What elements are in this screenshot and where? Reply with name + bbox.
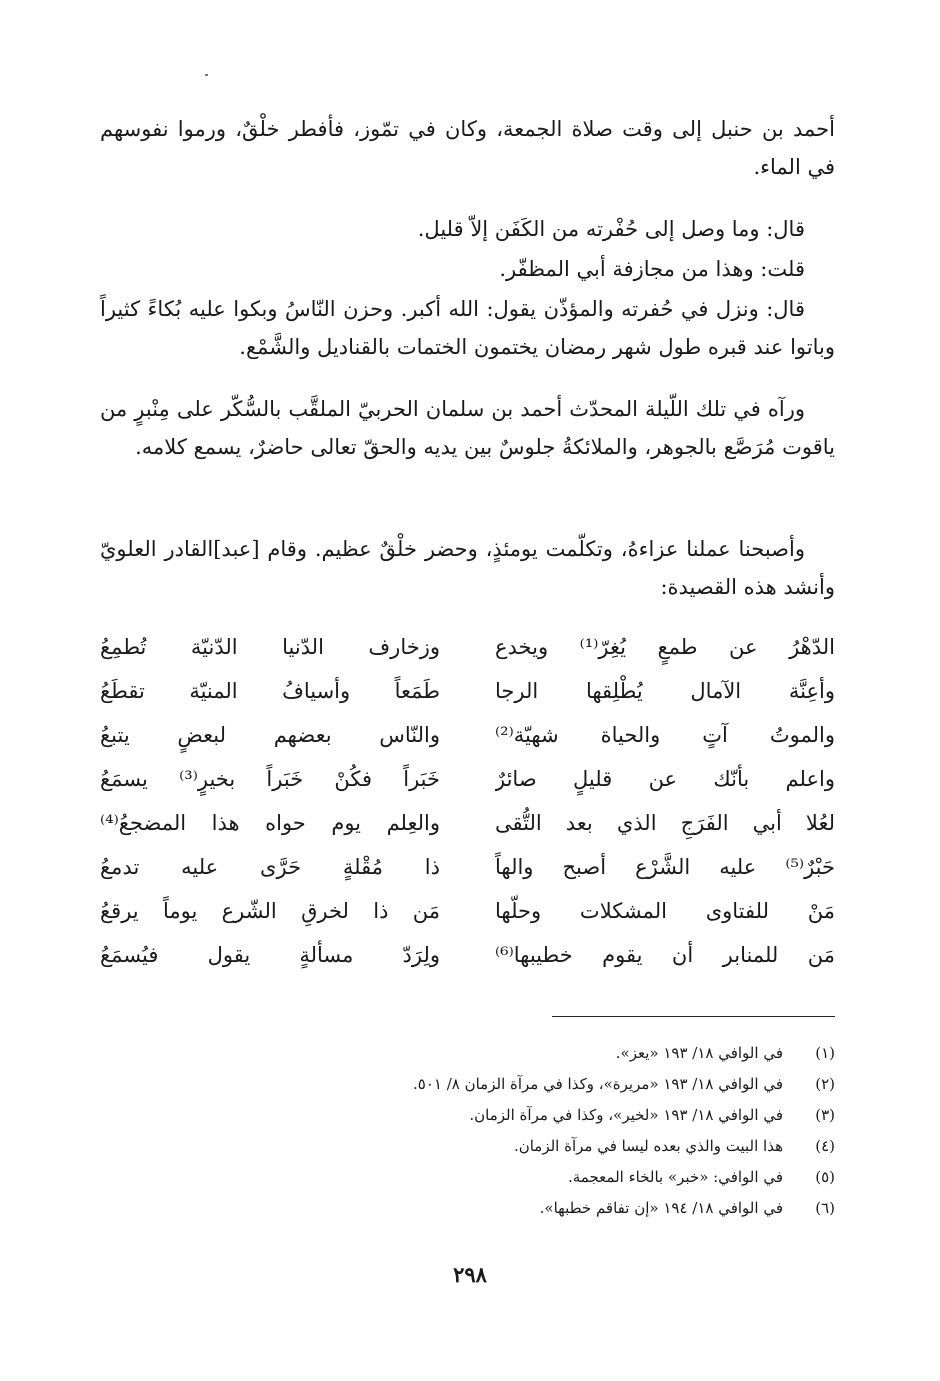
poem-verse [100, 628, 835, 666]
paragraph-condolence: وأصبحنا عملنا عزاءهُ، وتكلّمت يومئذٍ، وحضر خلْقٌ عظيم. وقام [عبد]القادر العلويّ وأنشد هذه القصيدة: [100, 537, 835, 599]
footnote [195, 1069, 835, 1100]
footnote [195, 1162, 835, 1193]
verse-first-hemistich: مَن للمنابر أن يقوم خطيبها⁽⁶⁾ [495, 943, 835, 967]
footnote-text: في الوافي ١٨/ ١٩٣ «لخير»، وكذا في مرآة الزمان. [469, 1106, 783, 1124]
verse-first-hemistich: حَبْرٌ⁽⁵⁾ عليه الشَّرْع أصبح والهاً [495, 855, 835, 879]
footnote [195, 1100, 835, 1131]
poem-verse [100, 804, 835, 842]
footnote-divider [552, 1016, 835, 1017]
verse-second-hemistich: طَمَعاً وأسيافُ المنيّة تقطَعُ [100, 679, 440, 703]
page-number: ٢٩٨ [453, 1262, 487, 1287]
verse-second-hemistich: والعِلم يوم حواه هذا المضجعُ⁽⁴⁾ [100, 811, 440, 835]
footnote-text: في الوافي ١٨/ ١٩٣ «يعز». [615, 1044, 783, 1062]
poem [100, 628, 835, 974]
verse-second-hemistich: خَبَراً فكُنْ خَبَراً بخيرٍ⁽³⁾ يسمَعُ [100, 767, 440, 791]
paragraph-qultu: قلت: وهذا من مجازفة أبي المظفّر. [499, 257, 805, 281]
poem-verse [100, 936, 835, 974]
footnote-number: (٥) [815, 1168, 835, 1186]
verse-first-hemistich: وأعِنَّة الآمال يُطْلِقها الرجا [495, 679, 835, 703]
footnote-number: (٣) [815, 1106, 835, 1124]
verse-first-hemistich: لعُلا أبي الفَرَجِ الذي بعد التُّقى [495, 811, 835, 835]
ink-speck [205, 74, 208, 76]
footnote [195, 1038, 835, 1069]
footnotes [195, 1038, 835, 1224]
verse-first-hemistich: مَنْ للفتاوى المشكلات وحلّها [495, 899, 835, 923]
footnote [195, 1193, 835, 1224]
verse-second-hemistich: ولِرَدّ مسألةٍ يقول فيُسمَعُ [100, 943, 440, 967]
verse-first-hemistich: والموتُ آتٍ والحياة شهيّة⁽²⁾ [495, 723, 835, 747]
verse-second-hemistich: والنّاس بعضهم لبعضٍ يتبعُ [100, 723, 440, 747]
footnote-number: (٦) [815, 1199, 835, 1217]
poem-verse [100, 760, 835, 798]
footnote-text: في الوافي ١٨/ ١٩٣ «مريرة»، وكذا في مرآة الزمان ٨/ ٥٠١. [412, 1075, 783, 1093]
verse-second-hemistich: مَن ذا لخرقِ الشّرع يوماً يرقعُ [100, 899, 440, 923]
verse-first-hemistich: الدّهْرُ عن طمعٍ يُغِرّ⁽¹⁾ ويخدع [495, 635, 835, 659]
paragraph-dream: ورآه في تلك اللّيلة المحدّث أحمد بن سلمان الحربيّ الملقَّب بالسُّكّر على مِنْبرٍ من ياقوت مُرَصَّع بالجوهر، والملائكةُ جلوسٌ بين يديه والحقّ تعالى حاضرٌ، يسمع كلامه. [100, 397, 835, 459]
footnote [195, 1131, 835, 1162]
paragraph-qala-2: قال: ونزل في حُفرته والمؤذّن يقول: الله أكبر. وحزن النّاسُ وبكوا عليه بُكاءً كثيراً وباتوا عند قبره طول شهر رمضان يختمون الختمات بالقناديل والشَّمْع. [100, 297, 835, 359]
verse-second-hemistich: وزخارف الدّنيا الدّنيّة تُطمِعُ [100, 635, 440, 659]
footnote-number: (٢) [815, 1075, 835, 1093]
footnote-text: هذا البيت والذي بعده ليسا في مرآة الزمان. [513, 1137, 783, 1155]
paragraph-qala-1: قال: وما وصل إلى حُفْرته من الكَفَن إلاّ قليل. [417, 217, 805, 241]
poem-verse [100, 848, 835, 886]
footnote-number: (١) [815, 1044, 835, 1062]
verse-first-hemistich: واعلم بأنّك عن قليلٍ صائرٌ [495, 767, 835, 791]
footnote-text: في الوافي ١٨/ ١٩٤ «إن تفاقم خطبها». [539, 1199, 783, 1217]
poem-verse [100, 716, 835, 754]
paragraph-continuation: أحمد بن حنبل إلى وقت صلاة الجمعة، وكان في تمّوز، فأفطر خلْقٌ، ورموا نفوسهم في الماء. [100, 117, 835, 179]
footnote-number: (٤) [815, 1137, 835, 1155]
poem-verse [100, 672, 835, 710]
footnote-text: في الوافي: «خبر» بالخاء المعجمة. [568, 1168, 783, 1186]
verse-second-hemistich: ذا مُقْلةٍ حَرَّى عليه تدمعُ [100, 855, 440, 879]
poem-verse [100, 892, 835, 930]
